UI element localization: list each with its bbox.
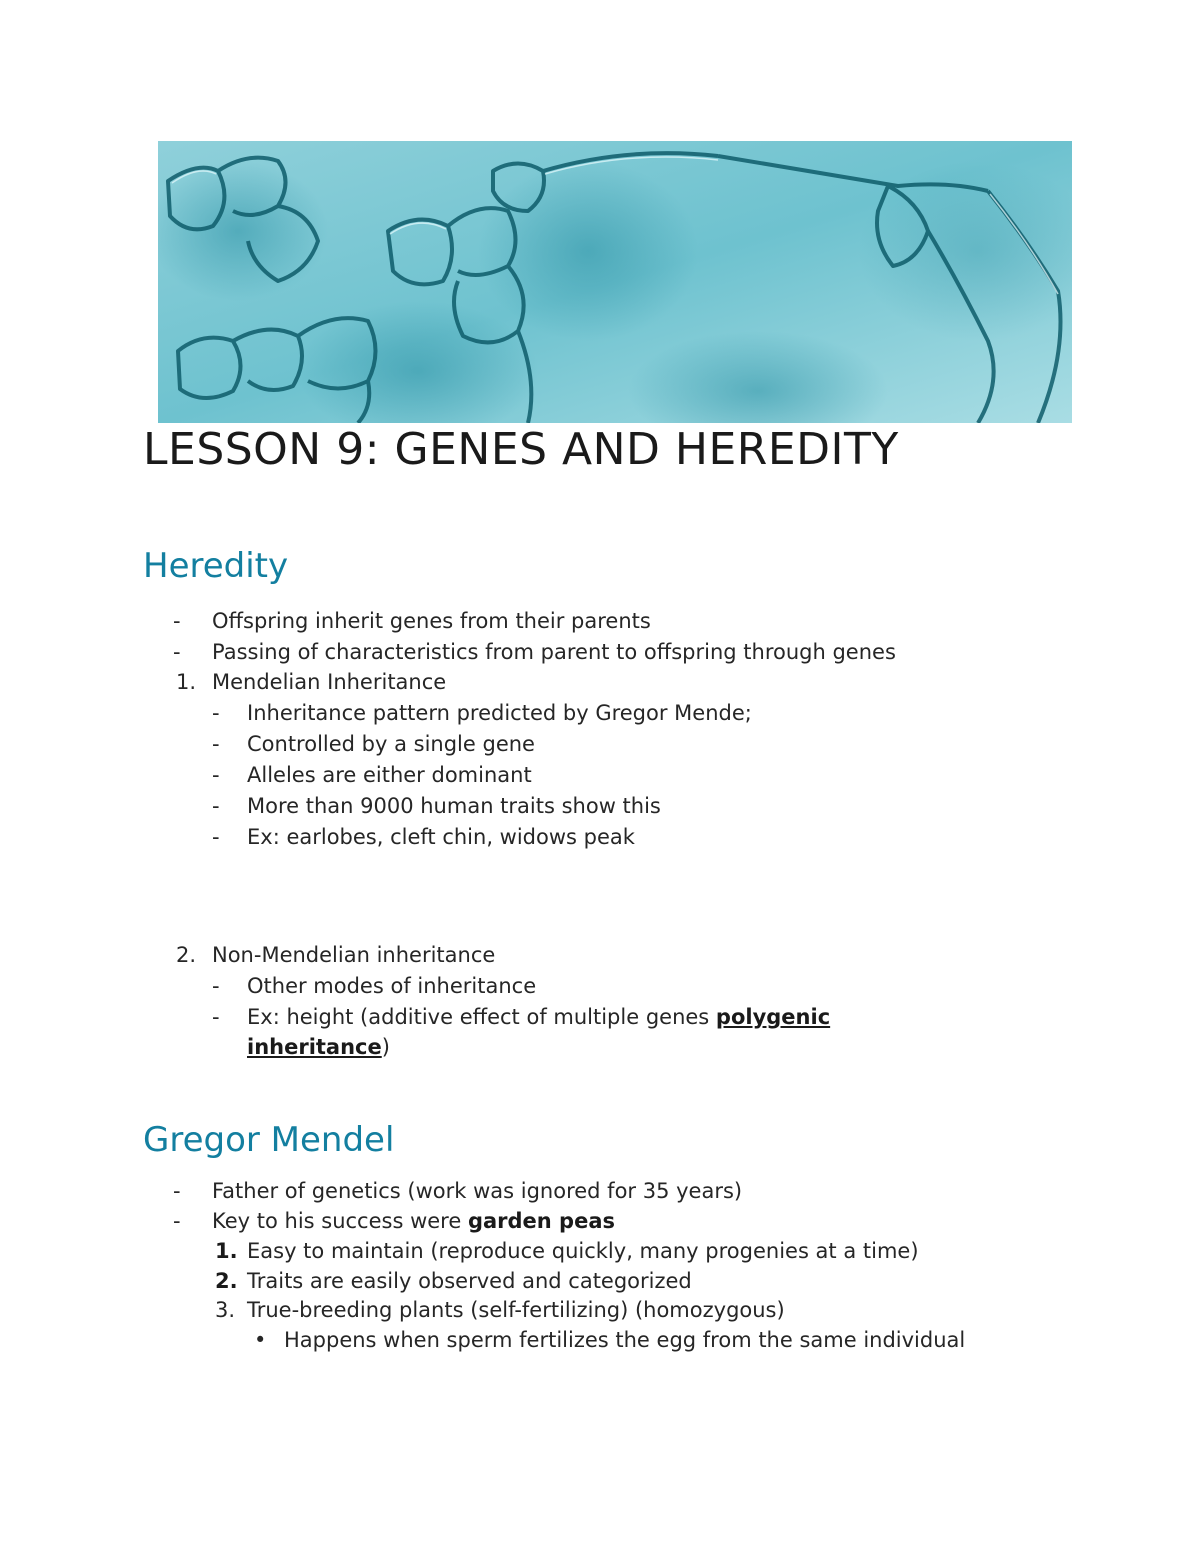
text-segment: ) (381, 1035, 390, 1059)
list-item-text: Alleles are either dominant (247, 763, 532, 787)
dash-marker: - (173, 609, 181, 633)
number-marker: 1. (215, 1239, 238, 1263)
header-banner-image (158, 141, 1072, 423)
list-item-text: More than 9000 human traits show this (247, 794, 661, 818)
dash-marker: - (212, 763, 220, 787)
list-item-text: Traits are easily observed and categorized (247, 1269, 692, 1293)
number-marker: 3. (215, 1298, 236, 1322)
page-title: LESSON 9: GENES AND HEREDITY (143, 424, 899, 475)
list-item-text (212, 1206, 615, 1236)
dash-marker: - (173, 1179, 181, 1203)
bullet-marker: • (254, 1328, 267, 1352)
key-term-inheritance: inheritance (247, 1035, 382, 1059)
dash-marker: - (173, 1209, 181, 1233)
heading-heredity: Heredity (143, 546, 289, 586)
text-segment: Ex: height (additive effect of multiple genes (247, 1005, 716, 1029)
dash-marker: - (173, 640, 181, 664)
heading-gregor-mendel: Gregor Mendel (143, 1120, 395, 1160)
list-item-text: Controlled by a single gene (247, 732, 535, 756)
list-item-text: Other modes of inheritance (247, 974, 537, 998)
list-item-text: True-breeding plants (self-fertilizing) (homozygous) (247, 1298, 785, 1322)
number-marker: 1. (176, 670, 197, 694)
list-item-text: Father of genetics (work was ignored for 35 years) (212, 1179, 743, 1203)
list-item-text: Inheritance pattern predicted by Gregor Mende; (247, 701, 752, 725)
dash-marker: - (212, 794, 220, 818)
key-term-garden-peas: garden peas (467, 1209, 615, 1233)
dash-marker: - (212, 701, 220, 725)
number-marker: 2. (176, 943, 197, 967)
dash-marker: - (212, 974, 220, 998)
number-marker: 2. (215, 1269, 238, 1293)
dash-marker: - (212, 1005, 220, 1029)
dash-marker: - (212, 825, 220, 849)
list-item-text: Offspring inherit genes from their parents (212, 609, 651, 633)
list-item-text: Ex: earlobes, cleft chin, widows peak (247, 825, 635, 849)
list-item-text: Easy to maintain (reproduce quickly, many progenies at a time) (247, 1239, 919, 1263)
list-item-text: Non-Mendelian inheritance (212, 943, 496, 967)
list-item-text (247, 1002, 830, 1032)
list-item-text: Mendelian Inheritance (212, 670, 447, 694)
key-term-polygenic: polygenic (715, 1005, 831, 1029)
list-item-continuation (247, 1032, 390, 1062)
list-item-text: Happens when sperm fertilizes the egg from the same individual (284, 1328, 966, 1352)
list-item-text: Passing of characteristics from parent to offspring through genes (212, 640, 896, 664)
dash-marker: - (212, 732, 220, 756)
text-segment: Key to his success were (212, 1209, 468, 1233)
